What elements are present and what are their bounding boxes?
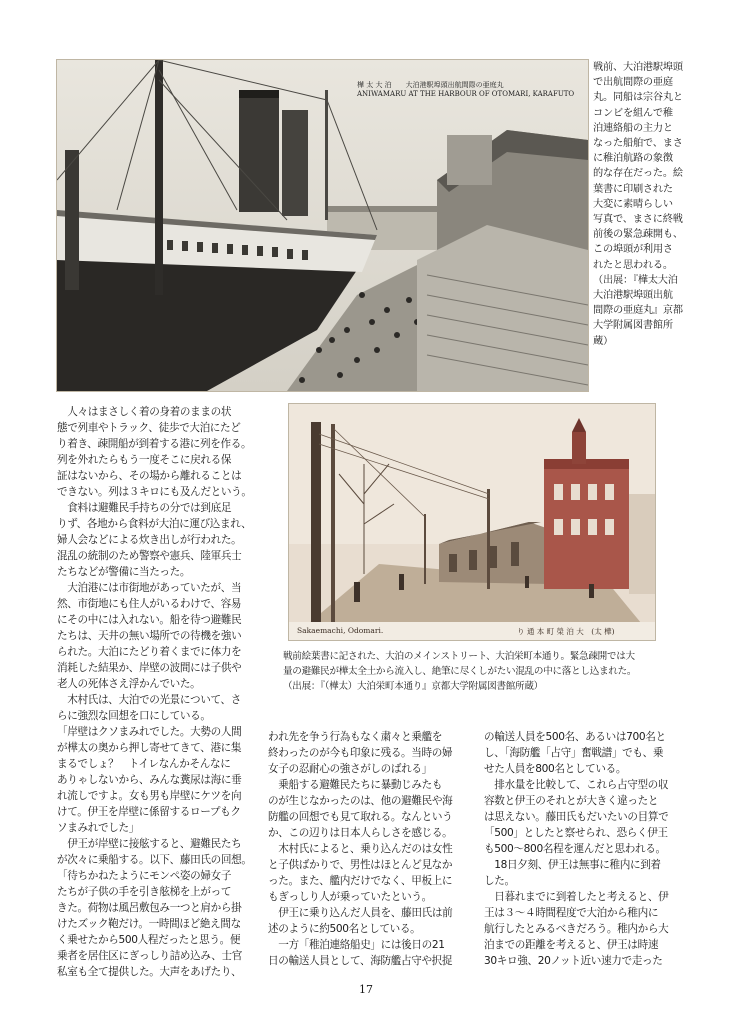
street-photo-graphic — [289, 404, 655, 640]
body-text-line: 「岸壁はクソまみれでした。大勢の人間 — [57, 726, 242, 738]
body-text-line: 木村氏によると、乗り込んだのは女性 — [268, 843, 453, 855]
body-text-line: した。 — [484, 875, 515, 887]
side-caption-line: 戦前、大泊港駅埠頭 — [593, 62, 683, 73]
street-caption — [283, 649, 663, 694]
body-text-line: 航行したとみるべきだろう。稚内から大 — [484, 923, 669, 935]
photo-top-caption-jp: 樺 太 大 泊 大泊港駅埠頭出航間際の亜庭丸 — [357, 81, 504, 89]
body-text-line: 然、市街地にも住人がいるわけで、容易 — [57, 598, 242, 610]
body-text-line: 列を外れたらもう一度そこに戻れる保 — [57, 454, 232, 466]
photo-top-caption-en: ANIWAMARU AT THE HARBOUR OF OTOMARI, KARAFUTO — [357, 90, 575, 98]
body-text-line: られた。大泊にたどり着くまでに体力を — [57, 646, 242, 658]
body-text-line: けて。伊王を岸壁に係留するロープもク — [57, 806, 241, 818]
side-caption-line: れたと思われる。 — [593, 259, 673, 271]
body-text-line: ソまみれでした」 — [57, 822, 139, 834]
body-text-line: たちなどが警備に当たった。 — [57, 566, 191, 578]
street-caption-line: 量の避難民が樺太全土から流入し、絶筆に尽くしがたい混乱の中に落とし込まれた。 — [283, 666, 637, 677]
body-text-line: たちは、天井の無い場所での待機を強い — [57, 630, 242, 642]
body-text-line: も500〜800名程を運んだと思われる。 — [484, 843, 666, 855]
body-text-line: 日の輸送人員として、海防艦占守や択捉 — [268, 955, 453, 967]
side-caption — [593, 60, 695, 349]
side-caption-line: （出展：『樺太大泊 — [593, 274, 678, 286]
body-column-3 — [484, 729, 689, 969]
body-text-line: 30キロ強、20ノット近い速力で走った — [484, 955, 663, 967]
body-text-line: われ先を争う行為もなく粛々と乗艦を — [268, 731, 443, 743]
body-text-line: り着き、疎開船が到着する港に列を作る。 — [57, 438, 252, 450]
body-text-line: 述のように約500名としている。 — [268, 923, 421, 935]
body-text-line: 日暮れまでに到着したと考えると、伊 — [484, 891, 669, 903]
body-text-line: もぎっしり人が乗っていたという。 — [268, 891, 432, 903]
side-caption-line: 的な存在だった。絵 — [593, 168, 683, 180]
body-text-line: 王は３〜４時間程度で大泊から稚内に — [484, 907, 659, 919]
body-text-line: 排水量を比較して、これら占守型の収 — [484, 779, 669, 791]
body-text-line: の輸送人員を500名、あるいは700名と — [484, 731, 666, 743]
body-text-line: らに強烈な回想を口にしている。 — [57, 710, 211, 722]
side-caption-line: 間際の亜庭丸』京都 — [593, 305, 683, 317]
body-text-line: 私室も全て提供した。大声をあげたり、 — [57, 966, 242, 978]
street-caption-line: （出展：『（樺太）大泊栄町本通り』京都大学附属図書館所蔵） — [283, 681, 543, 692]
body-text-line: 大泊港には市街地があっていたが、当 — [57, 582, 242, 594]
body-text-line: 伊王が岸壁に接舷すると、避難民たち — [57, 838, 242, 850]
body-text-line: 証はないから、その場から離れることは — [57, 470, 242, 482]
body-column-2 — [268, 729, 473, 969]
side-caption-line: 蔵） — [593, 335, 613, 347]
body-text-line: く乗せたから500人程だったと思う。便 — [57, 934, 241, 946]
body-text-line: きた。荷物は風呂敷包み一つと肩から掛 — [57, 902, 242, 914]
body-text-line: 泊までの距離を考えると、伊王は時速 — [484, 939, 659, 951]
body-text-line: 混乱の統制のため警察や憲兵、陸軍兵士 — [57, 550, 242, 562]
body-text-line: は思えない。藤田氏もだいたいの目算で — [484, 811, 669, 823]
body-text-line: と子供ばかりで、男性はほとんど見なか — [268, 859, 453, 871]
side-caption-line: に稚泊航路の象徴 — [593, 153, 673, 165]
body-text-line: 乗者を居住区にぎっしり詰め込み、士官 — [57, 950, 243, 962]
page-number: 17 — [359, 983, 373, 996]
side-caption-line: 丸。同船は宗谷丸と — [593, 92, 683, 104]
body-text-line: が樺太の奥から押し寄せてきて、港に集 — [57, 742, 242, 754]
body-text-line: のが生じなかったのは、他の避難民や海 — [268, 795, 453, 807]
photo-aniwamaru-harbour — [57, 60, 588, 391]
body-text-line: 老人の死体さえ浮かんでいた。 — [57, 678, 201, 690]
body-text-line: 「500」としたと察せられ、恐らく伊王 — [484, 827, 668, 839]
side-caption-line: 葉書に印刷された — [593, 183, 673, 195]
body-text-line: けたズック鞄だけ。一時間ほど絶え間な — [57, 918, 241, 930]
body-text-line: まるでしょ？ トイレなんかそんなに — [57, 758, 231, 770]
body-text-line: れ流しですよ。女も男も岸壁にケツを向 — [57, 790, 242, 802]
body-text-line: できない。列は３キロにも及んだという。 — [57, 486, 252, 498]
body-text-line: 終わったのが今も印象に残る。当時の婦 — [268, 747, 453, 759]
side-caption-line: で出航間際の亜庭 — [593, 77, 673, 89]
body-text-line: 18日夕刻、伊王は無事に稚内に到着 — [484, 859, 661, 871]
body-text-line: 乗船する避難民たちに暴動じみたも — [268, 779, 443, 791]
photo-mid-caption-jp: り 通 本 町 榮 泊 大 (太 樺) — [517, 627, 615, 636]
body-text-line: せた人員を800名としている。 — [484, 763, 627, 775]
side-caption-line: なった船舶で、まさ — [593, 138, 683, 150]
side-caption-line: 大変に素晴らしい — [593, 198, 673, 210]
side-caption-line: コンビを組んで稚 — [593, 107, 673, 119]
body-text-line: りず、各地から食料が大泊に運び込まれ、 — [57, 518, 252, 530]
body-text-line: にその中には入れない。船を待つ避難民 — [57, 614, 242, 626]
street-caption-line: 戦前絵葉書に記された、大泊のメインストリート、大泊栄町本通り。緊急疎開では大 — [283, 651, 635, 662]
body-text-line: か、この辺りは日本人らしさを感じる。 — [268, 827, 453, 839]
side-caption-line: 泊連絡船の主力と — [593, 122, 673, 134]
body-text-line: 消耗した結果か、岸壁の波間には子供や — [57, 662, 242, 674]
body-text-line: 防艦の回想でも見て取れる。なんという — [268, 811, 453, 823]
body-text-line: 木村氏は、大泊での光景について、さ — [57, 694, 241, 706]
body-text-line: 食料は避難民手持ちの分では到底足 — [57, 502, 232, 514]
harbour-photo-graphic — [57, 60, 588, 391]
body-text-line: った。また、艦内だけでなく、甲板上に — [268, 875, 453, 887]
side-caption-line: 前後の緊急疎開も、 — [593, 229, 683, 241]
body-text-line: たちが子供の手を引き舷梯を上がって — [57, 886, 232, 898]
body-text-line: 女子の忍耐心の強さがしのばれる」 — [268, 763, 432, 775]
body-text-line: ありゃしないから、みんな糞尿は海に垂 — [57, 774, 242, 786]
photo-sakaemachi-street — [289, 404, 655, 640]
body-text-line: 婦人会などによる炊き出しが行われた。 — [57, 534, 242, 546]
side-caption-line: 写真で、まさに終戦 — [593, 214, 683, 226]
body-text-line: が次々に乗船する。以下、藤田氏の回想。 — [57, 854, 252, 866]
body-column-1 — [57, 404, 277, 980]
photo-mid-caption-en: Sakaemachi, Odomari. — [297, 626, 384, 635]
body-text-line: 人々はまさしく着の身着のままの状 — [57, 406, 232, 418]
body-text-line: し、「海防艦「占守」奮戦譜」でも、乗 — [484, 747, 664, 759]
body-text-line: 容数と伊王のそれとが大きく違ったと — [484, 795, 659, 807]
body-text-line: 態で列車やトラック、徒歩で大泊にたど — [57, 422, 241, 434]
body-text-line: 一方「稚泊連絡船史」には後日の21 — [268, 939, 445, 951]
body-text-line: 「待ちかねたようにモンペ姿の婦女子 — [57, 870, 232, 882]
side-caption-line: この埠頭が利用さ — [593, 244, 673, 256]
side-caption-line: 大学附属図書館所 — [593, 320, 673, 332]
side-caption-line: 大泊港駅埠頭出航 — [593, 290, 673, 302]
body-text-line: 伊王に乗り込んだ人員を、藤田氏は前 — [268, 907, 453, 919]
